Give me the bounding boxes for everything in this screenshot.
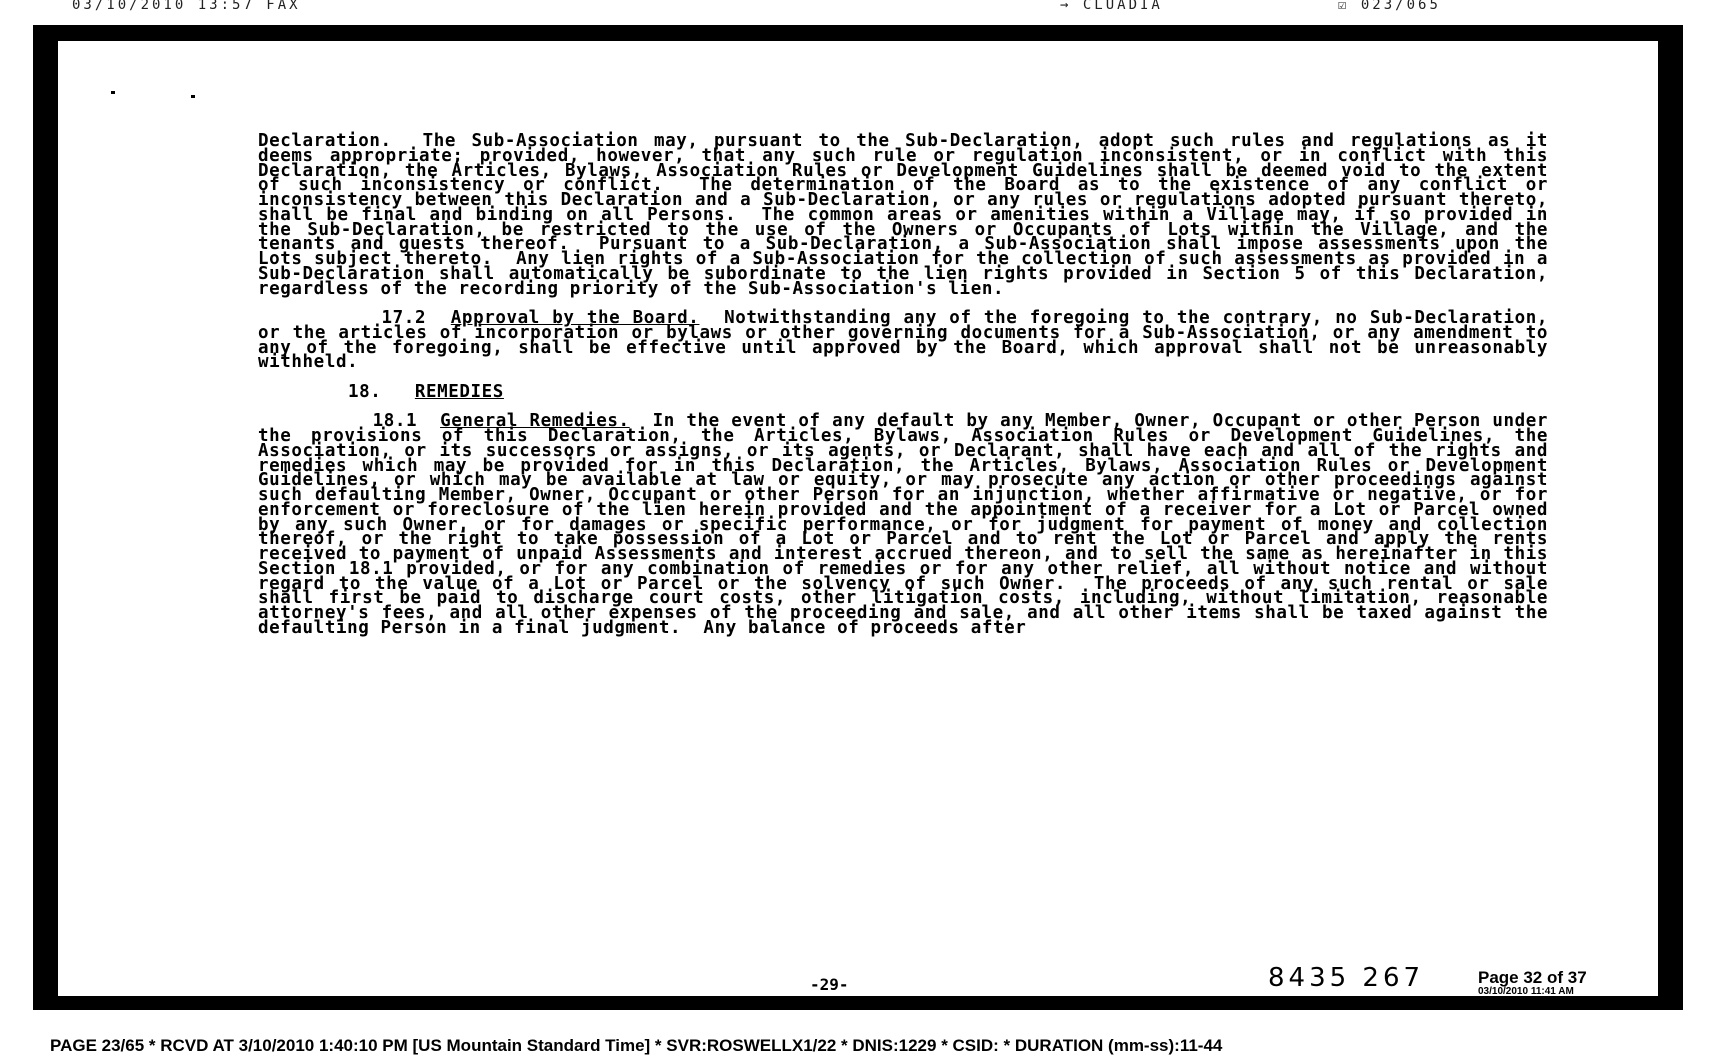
page-number: -29-: [810, 975, 849, 994]
section-17-2: [258, 308, 1560, 373]
section-18-heading: [258, 381, 1548, 402]
page-date: 03/10/2010 11:41 AM: [1478, 986, 1574, 997]
document-body: [258, 131, 1560, 638]
speck-mark: [111, 91, 115, 94]
fax-page-count: ☑ 023/065: [1338, 0, 1441, 13]
fax-footer: PAGE 23/65 * RCVD AT 3/10/2010 1:40:10 PM [US Mountain Standard Time] * SVR:ROSWELLX1/22 * DNIS:1229 * CSID: * DURATION (mm-ss):11-44: [50, 1036, 1223, 1055]
fax-icon: ☑: [1338, 0, 1350, 13]
section-18-title: REMEDIES: [414, 381, 504, 402]
section-18-1-title: General Remedies.: [440, 411, 630, 432]
speck-mark: [191, 95, 195, 98]
fax-datetime: 03/10/2010 13:57 FAX: [72, 0, 301, 13]
page-of-label: Page 32 of 37: [1478, 968, 1587, 987]
section-18-1-number: 18.1: [372, 411, 418, 432]
section-17-2-number: 17.2: [381, 308, 427, 328]
section-18-number: 18.: [348, 381, 382, 402]
section-17-2-text: Notwithstanding any of the foregoing to the contrary, no Sub-Declaration, or the articles of incorporation or bylaws or other governing documents for a Sub-Association, or any amendment to any of the foregoing, shall be effective until approved by the Board, which approval shall not be unreasonably withheld.: [258, 308, 1560, 373]
section-17-2-title: Approval by the Board.: [450, 308, 700, 328]
section-18-1: [258, 411, 1560, 638]
document-page: [58, 41, 1658, 996]
fax-header: [0, 0, 1728, 14]
section-18-1-text: In the event of any default by any Member, Owner, Occupant or other Person under the provisions of this Declaration, the Articles, Bylaws, Association Rules or Development Guidelines, the Association, or its successors or assigns, or its agents, or Declarant, shall have each and all of the rights and remedies which may be provided for in this Declaration, the Articles, Bylaws, Association Rules or Development Guidelines, or which may be available at law or equity, or may prosecute any action or other proceedings against such defaulting Member, Owner, Occupant or other Person for an injunction, whether affirmative or negative, or for enforcement or foreclosure of the lien herein provided and the appointment of a receiver for a Lot or Parcel owned by any such Owner, or for damages or specific performance, or for judgment for payment of money and collection thereof, or the right to take possession of a Lot or Parcel and to rent the Lot or Parcel and apply the rents received to payment of unpaid Assessments and interest accrued thereon, and to sell the same as hereinafter in this Section 18.1 provided, or for any combination of remedies or for any other relief, all without notice and without regard to the value of a Lot or Parcel or the solvency of such Owner. The proceeds of any such rental or sale shall first be paid to discharge court costs, other litigation costs, including, without limitation, reasonable attorney's fees, and all other expenses of the proceeding and sale, and all other items shall be taxed against the defaulting Person in a final judgment. Any balance of proceeds after: [258, 411, 1560, 638]
document-frame: [33, 25, 1683, 1010]
fax-recipient: → CLUADIA: [1060, 0, 1163, 13]
stamp-number: 8435 267: [1268, 963, 1425, 993]
paragraph-intro: Declaration. The Sub-Association may, pursuant to the Sub-Declaration, adopt such rules and regulations as it deems appropriate; provided, however, that any such rule or regulation inconsistent, or in conflict with this Declaration, the Articles, Bylaws, Association Rules or Development Guidelines shall be deemed void to the extent of such inconsistency or conflict. The determination of the Board as to the existence of any conflict or inconsistency between this Declaration and a Sub-Declaration, or any rules or regulations adopted pursuant thereto, shall be final and binding on all Persons. The common areas or amenities within a Village may, if so provided in the Sub-Declaration, be restricted to the use of the Owners or Occupants of Lots within the Village, and the tenants and guests thereof. Pursuant to a Sub-Declaration, a Sub-Association shall impose assessments upon the Lots subject thereto. Any lien rights of a Sub-Association for the collection of such assessments as provided in a Sub-Declaration shall automatically be subordinate to the lien rights provided in Section 5 of this Declaration, regardless of the recording priority of the Sub-Association's lien.: [258, 131, 1560, 299]
